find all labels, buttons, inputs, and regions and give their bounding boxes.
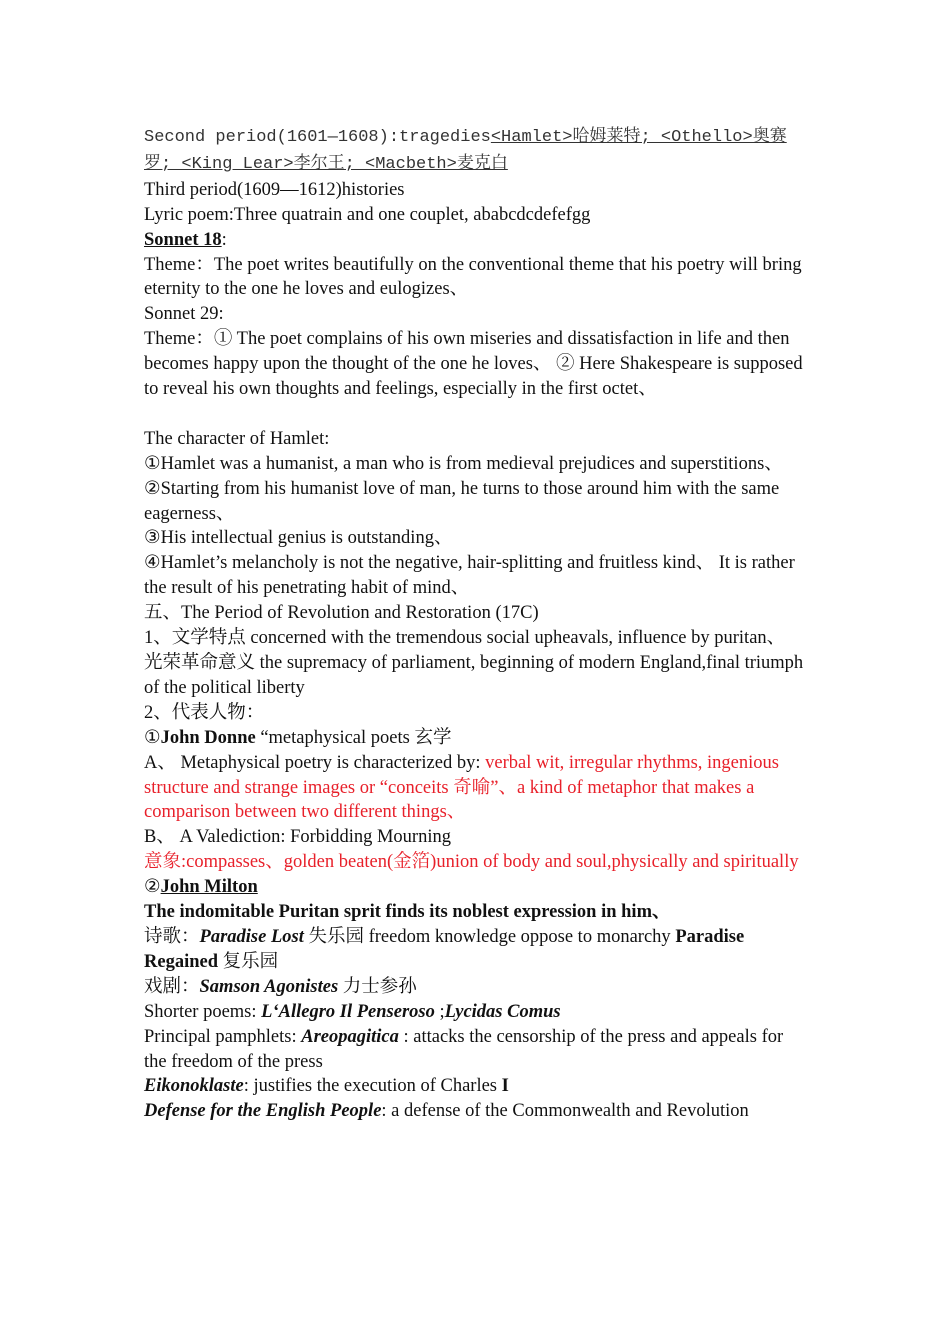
line-pamphlets: [144, 1025, 808, 1075]
line-literary-features: 1、文学特点 concerned with the tremendous social upheavals, influence by puritan、: [144, 628, 786, 649]
line-third-period: Third period(1609—1612)histories: [144, 179, 405, 200]
allegro-penseroso-titles: L‘Allegro Il Penseroso: [261, 1001, 435, 1022]
line-defense: [144, 1099, 808, 1124]
line-representatives: 2、代表人物：: [144, 702, 265, 723]
lycidas-comus-titles: Lycidas Comus: [444, 1001, 561, 1022]
line-hamlet-point-4: ④Hamlet’s melancholy is not the negative, hair-splitting and fruitless kind、 It is rather the result of his penetrating habit of mind、: [144, 553, 795, 599]
document-body: [144, 124, 808, 1124]
line-glorious-revolution: 光荣革命意义 the supremacy of parliament, beginning of modern England,final triumph of the political liberty: [144, 653, 804, 698]
poetry-label: 诗歌：: [144, 926, 200, 947]
sonnet-18-heading: Sonnet 18: [144, 229, 222, 250]
john-milton-name: John Milton: [160, 877, 258, 898]
line-section-five: 五、The Period of Revolution and Restoration (17C): [144, 603, 539, 624]
line-valediction: B、 A Valediction: Forbidding Mourning: [144, 827, 451, 848]
line-john-donne: [144, 726, 808, 751]
line-sonnet-29: Sonnet 29:: [144, 304, 224, 325]
shorter-poems-sep: ;: [434, 1001, 445, 1022]
paradise-lost-title: Paradise Lost: [199, 926, 304, 947]
metaphysical-intro: A、 Metaphysical poetry is characterized by:: [144, 752, 486, 773]
line-sonnet-29-theme: Theme：① The poet complains of his own miseries and dissatisfaction in life and then becomes happy upon the thought of the one he loves、 ② Here Shakespeare is supposed to reveal his own thoughts and feelings, especially in the first octet、: [144, 329, 803, 400]
line-john-milton: [144, 875, 808, 900]
paradise-regained-title: Paradise Regained: [144, 926, 745, 972]
donne-marker: ①: [144, 727, 161, 748]
line-hamlet-point-3: ③His intellectual genius is outstanding、: [144, 528, 453, 549]
blank-line: [144, 402, 808, 427]
line-puritan-spirit: The indomitable Puritan sprit finds its noblest expression in him、: [144, 902, 671, 923]
milton-marker: ②: [144, 877, 161, 898]
line-poetry: [144, 925, 808, 975]
paradise-lost-desc: 失乐园 freedom knowledge oppose to monarchy: [303, 926, 676, 947]
tragedies-list: <Hamlet>哈姆莱特; <Othello>奥赛罗; <King Lear>李尔王; <Macbeth>麦克白: [144, 128, 787, 174]
line-imagery: 意象:compasses、golden beaten(金箔)union of body and soul,physically and spiritually: [144, 852, 799, 873]
line-drama: [144, 975, 808, 1000]
charles-numeral: I: [501, 1076, 509, 1097]
drama-label: 戏剧：: [144, 976, 200, 997]
line-lyric-poem: Lyric poem:Three quatrain and one couplet, ababcdcdefefgg: [144, 204, 591, 225]
metaphysical-characteristics: verbal wit, irregular rhythms, ingenious structure and strange images or “conceits 奇喻”、a kind of metaphor that makes a comparison between two different things、: [144, 752, 779, 823]
defense-desc: : a defense of the Commonwealth and Revolution: [381, 1101, 749, 1122]
john-donne-name: John Donne: [160, 727, 256, 748]
line-shorter-poems: [144, 1000, 808, 1025]
pamphlets-label: Principal pamphlets:: [144, 1026, 302, 1047]
line-metaphysical-poetry: [144, 751, 808, 826]
areopagitica-title: Areopagitica: [301, 1026, 399, 1047]
samson-agonistes-cn: 力士参孙: [338, 976, 417, 997]
eikonoklaste-desc: : justifies the execution of Charles: [243, 1076, 502, 1097]
line-sonnet-18: [144, 228, 808, 253]
paradise-regained-cn: 复乐园: [218, 951, 279, 972]
eikonoklaste-title: Eikonoklaste: [144, 1076, 244, 1097]
line-eikonoklaste: [144, 1074, 808, 1099]
areopagitica-desc: : attacks the censorship of the press and appeals for the freedom of the press: [144, 1026, 784, 1072]
line-second-period: [144, 124, 808, 178]
line-sonnet-18-theme: Theme：The poet writes beautifully on the conventional theme that his poetry will bring eternity to the one he loves and eulogizes、: [144, 254, 802, 300]
sonnet-18-colon: :: [221, 229, 227, 250]
line-hamlet-point-2: ②Starting from his humanist love of man, he turns to those around him with the same eagerness、: [144, 478, 780, 524]
defense-title: Defense for the English People: [144, 1101, 382, 1122]
line-hamlet-character: The character of Hamlet:: [144, 428, 330, 449]
second-period-text: Second period(1601—1608):tragedies: [144, 128, 491, 147]
shorter-poems-label: Shorter poems:: [144, 1001, 262, 1022]
line-hamlet-point-1: ①Hamlet was a humanist, a man who is from medieval prejudices and superstitions、: [144, 453, 783, 474]
samson-agonistes-title: Samson Agonistes: [199, 976, 339, 997]
metaphysical-poets-text: “metaphysical poets 玄学: [255, 727, 452, 748]
